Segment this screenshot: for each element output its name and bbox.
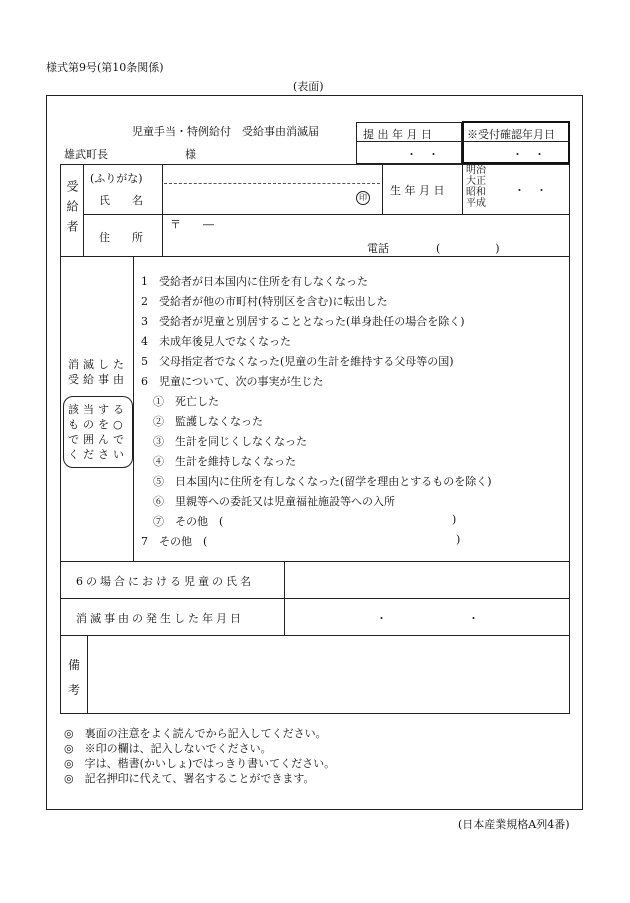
submission-date-label: 提 出 年 月 日 bbox=[363, 128, 432, 141]
paper-standard-note: (日本産業規格A列4番) bbox=[458, 818, 570, 831]
phone-parens: ( ) bbox=[436, 242, 500, 255]
reception-date-label: ※受付確認年月日 bbox=[467, 128, 555, 141]
reasons-label-line1: 消滅した bbox=[68, 358, 128, 371]
reception-date-value: ・ ・ bbox=[512, 148, 545, 161]
occurrence-dot-1: ・ bbox=[376, 612, 387, 625]
reason-subitem-2: ② 監護しなくなった bbox=[153, 415, 263, 428]
birthdate-label: 生 年 月 日 bbox=[390, 184, 445, 197]
note-3: ◎ 字は、楷書(かいしょ)ではっきり書いてください。 bbox=[64, 757, 336, 770]
furigana-label: (ふりがな) bbox=[90, 172, 143, 185]
form-number: 様式第9号(第10条関係) bbox=[46, 61, 164, 74]
era-showa: 昭和 bbox=[466, 187, 486, 198]
reason-item-6: 6 児童について、次の事実が生じた bbox=[141, 375, 324, 388]
reason-item-2: 2 受給者が他の市町村(特別区を含む)に転出した bbox=[141, 295, 388, 308]
instruction-line-3: で囲んで bbox=[68, 433, 128, 446]
reason-item-4: 4 未成年後見人でなくなった bbox=[141, 335, 291, 348]
reason-subitem-4: ④ 生計を維持しなくなった bbox=[153, 455, 296, 468]
reason-item-5: 5 父母指定者でなくなった(児童の生計を維持する父母等の国) bbox=[141, 355, 454, 368]
address-label: 住 所 bbox=[99, 231, 143, 244]
reason-subitem-7-close: ) bbox=[452, 513, 457, 526]
reason-item-7: 7 その他 ( bbox=[141, 535, 208, 548]
recipient-section-label: 受給者 bbox=[65, 180, 79, 240]
instruction-line-4: ください bbox=[68, 448, 128, 461]
remarks-label-1: 備 bbox=[68, 658, 81, 672]
child-name-label: 6の場合における児童の氏名 bbox=[76, 575, 254, 588]
name-label: 氏 名 bbox=[99, 194, 143, 207]
reason-item-1: 1 受給者が日本国内に住所を有しなくなった bbox=[141, 275, 368, 288]
instruction-line-1: 該当する bbox=[68, 403, 128, 416]
era-heisei: 平成 bbox=[466, 198, 486, 209]
reason-subitem-1: ① 死亡した bbox=[153, 395, 219, 408]
form-side-label: (表面) bbox=[293, 80, 324, 93]
reasons-label-line2: 受給事由 bbox=[68, 373, 128, 386]
birthdate-value: ・ ・ bbox=[514, 184, 547, 197]
addressee-honorific: 様 bbox=[185, 148, 196, 161]
addressee: 雄武町長 bbox=[64, 148, 108, 161]
era-taisho: 大正 bbox=[466, 176, 486, 187]
reason-subitem-7: ⑦ その他 ( bbox=[153, 515, 224, 528]
instruction-line-2: ものを○ bbox=[68, 418, 127, 431]
era-meiji: 明治 bbox=[466, 165, 486, 176]
note-1: ◎ 裏面の注意をよく読んでから記入してください。 bbox=[64, 727, 327, 740]
seal-mark: 印 bbox=[356, 191, 370, 205]
form-title: 児童手当・特例給付 受給事由消滅届 bbox=[132, 125, 319, 138]
reason-item-7-close: ) bbox=[456, 533, 461, 546]
occurrence-dot-2: ・ bbox=[468, 612, 479, 625]
reason-item-3: 3 受給者が児童と別居することとなった(単身赴任の場合を除く) bbox=[141, 315, 465, 328]
note-4: ◎ 記名押印に代えて、署名することができます。 bbox=[64, 772, 315, 785]
submission-date-value: ・ ・ bbox=[406, 148, 439, 161]
furigana-divider bbox=[164, 183, 380, 184]
postal-mark: 〒 ― bbox=[170, 218, 214, 231]
remarks-label-2: 考 bbox=[68, 683, 81, 697]
occurrence-label: 消滅事由の発生した年月日 bbox=[76, 612, 244, 625]
note-2: ◎ ※印の欄は、記入しないでください。 bbox=[64, 742, 272, 755]
reason-subitem-6: ⑥ 里親等への委託又は児童福祉施設等への入所 bbox=[153, 495, 395, 508]
reason-subitem-5: ⑤ 日本国内に住所を有しなくなった(留学を理由とするものを除く) bbox=[153, 475, 492, 488]
reason-subitem-3: ③ 生計を同じくしなくなった bbox=[153, 435, 307, 448]
phone-label: 電話 bbox=[367, 242, 389, 255]
